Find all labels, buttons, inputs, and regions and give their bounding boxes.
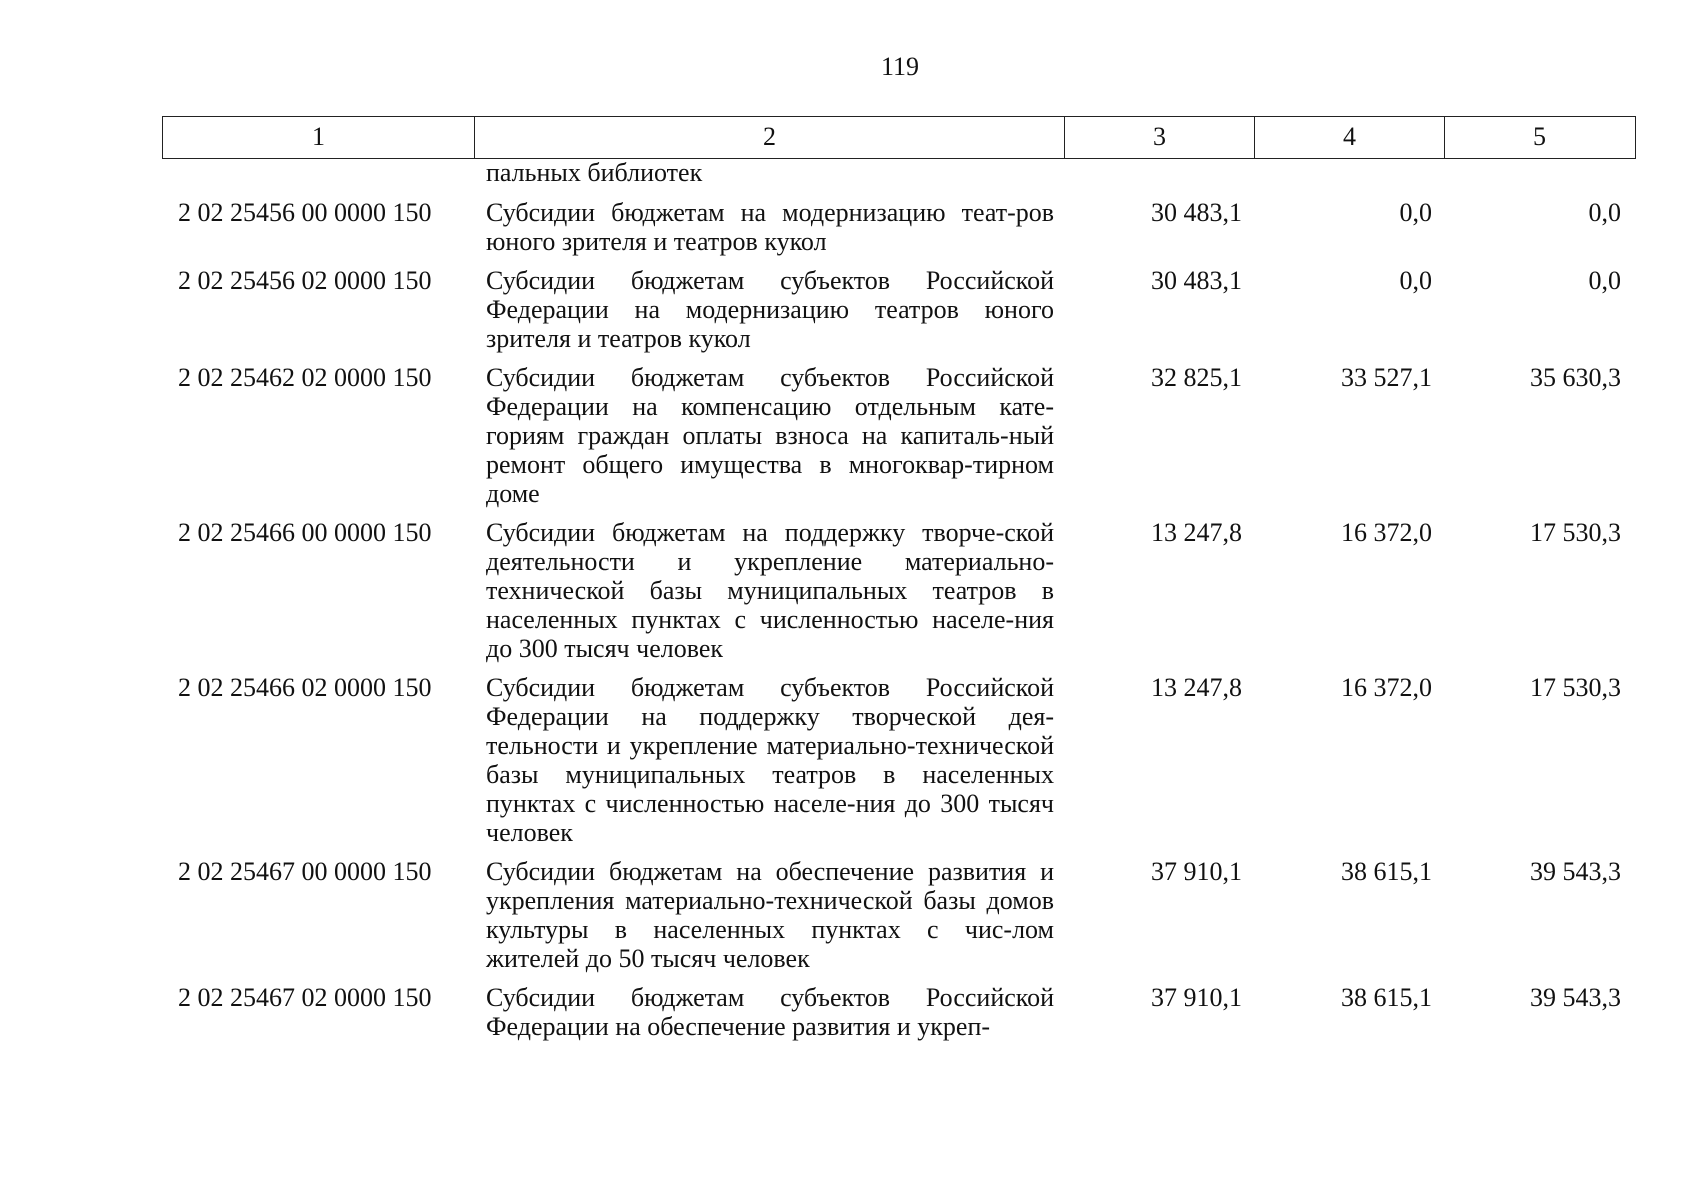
- row-code: 2 02 25467 02 0000 150: [178, 983, 432, 1012]
- row-description: Субсидии бюджетам на модернизацию теат-ров юного зрителя и театров кукол: [486, 198, 1054, 256]
- row-value-col4: 0,0: [1399, 266, 1432, 295]
- table-row: [162, 266, 1636, 353]
- header-col-1: 1: [163, 117, 475, 158]
- row-value-col5: 35 630,3: [1530, 363, 1621, 392]
- continuation-text: пальных библиотек: [486, 158, 703, 187]
- row-description: Субсидии бюджетам на обеспечение развития и укрепления материально-технической базы домов культуры в населенных пунктах с чис-лом жителей до 50 тысяч человек: [486, 857, 1054, 973]
- row-value-col5: 17 530,3: [1530, 673, 1621, 702]
- table-row: [162, 518, 1636, 663]
- row-code: 2 02 25466 02 0000 150: [178, 673, 432, 702]
- row-value-col3: 13 247,8: [1151, 673, 1242, 702]
- row-value-col4: 16 372,0: [1341, 673, 1432, 702]
- page-number: 119: [880, 52, 920, 81]
- row-description: Субсидии бюджетам на поддержку творче-ской деятельности и укрепление материально-технической базы муниципальных театров в населенных пунктах с численностью населе-ния до 300 тысяч человек: [486, 518, 1054, 663]
- table-row: [162, 857, 1636, 973]
- header-col-4: 4: [1255, 117, 1445, 158]
- row-value-col3: 37 910,1: [1151, 857, 1242, 886]
- row-value-col5: 17 530,3: [1530, 518, 1621, 547]
- row-value-col3: 30 483,1: [1151, 198, 1242, 227]
- row-value-col4: 0,0: [1399, 198, 1432, 227]
- table-row: [162, 673, 1636, 847]
- table-row: [162, 983, 1636, 1041]
- row-value-col3: 13 247,8: [1151, 518, 1242, 547]
- continuation-row: [162, 158, 1636, 187]
- row-value-col3: 32 825,1: [1151, 363, 1242, 392]
- row-value-col5: 39 543,3: [1530, 857, 1621, 886]
- header-col-5: 5: [1533, 122, 1546, 151]
- row-description: Субсидии бюджетам субъектов Российской Федерации на компенсацию отдельным кате-гориям граждан оплаты взноса на капиталь-ный ремонт общего имущества в многоквар-тирном доме: [486, 363, 1054, 508]
- header-col-2: 2: [475, 117, 1065, 158]
- row-code: [162, 158, 474, 187]
- table-body: [162, 158, 1636, 1041]
- row-value-col4: 33 527,1: [1341, 363, 1432, 392]
- row-value-col5: 0,0: [1588, 266, 1621, 295]
- table-row: [162, 198, 1636, 256]
- table-row: [162, 363, 1636, 508]
- header-col-3: 3: [1065, 117, 1255, 158]
- row-value-col5: 0,0: [1588, 198, 1621, 227]
- row-code: 2 02 25467 00 0000 150: [178, 857, 432, 886]
- row-value-col4: 16 372,0: [1341, 518, 1432, 547]
- row-value-col4: 38 615,1: [1341, 983, 1432, 1012]
- row-code: 2 02 25456 02 0000 150: [178, 266, 432, 295]
- row-code: 2 02 25466 00 0000 150: [178, 518, 432, 547]
- row-description: Субсидии бюджетам субъектов Российской Федерации на поддержку творческой дея-тельности и укрепление материально-технической базы муниципальных театров в населенных пунктах с численностью населе-ния до 300 тысяч человек: [486, 673, 1054, 847]
- row-code: 2 02 25456 00 0000 150: [178, 198, 432, 227]
- row-description: Субсидии бюджетам субъектов Российской Федерации на обеспечение развития и укреп-: [486, 983, 1054, 1041]
- table-header: [162, 116, 1636, 159]
- row-value-col5: 39 543,3: [1530, 983, 1621, 1012]
- row-description: Субсидии бюджетам субъектов Российской Федерации на модернизацию театров юного зрителя и театров кукол: [486, 266, 1054, 353]
- row-value-col3: 30 483,1: [1151, 266, 1242, 295]
- row-value-col4: 38 615,1: [1341, 857, 1432, 886]
- row-value-col3: 37 910,1: [1151, 983, 1242, 1012]
- row-code: 2 02 25462 02 0000 150: [178, 363, 432, 392]
